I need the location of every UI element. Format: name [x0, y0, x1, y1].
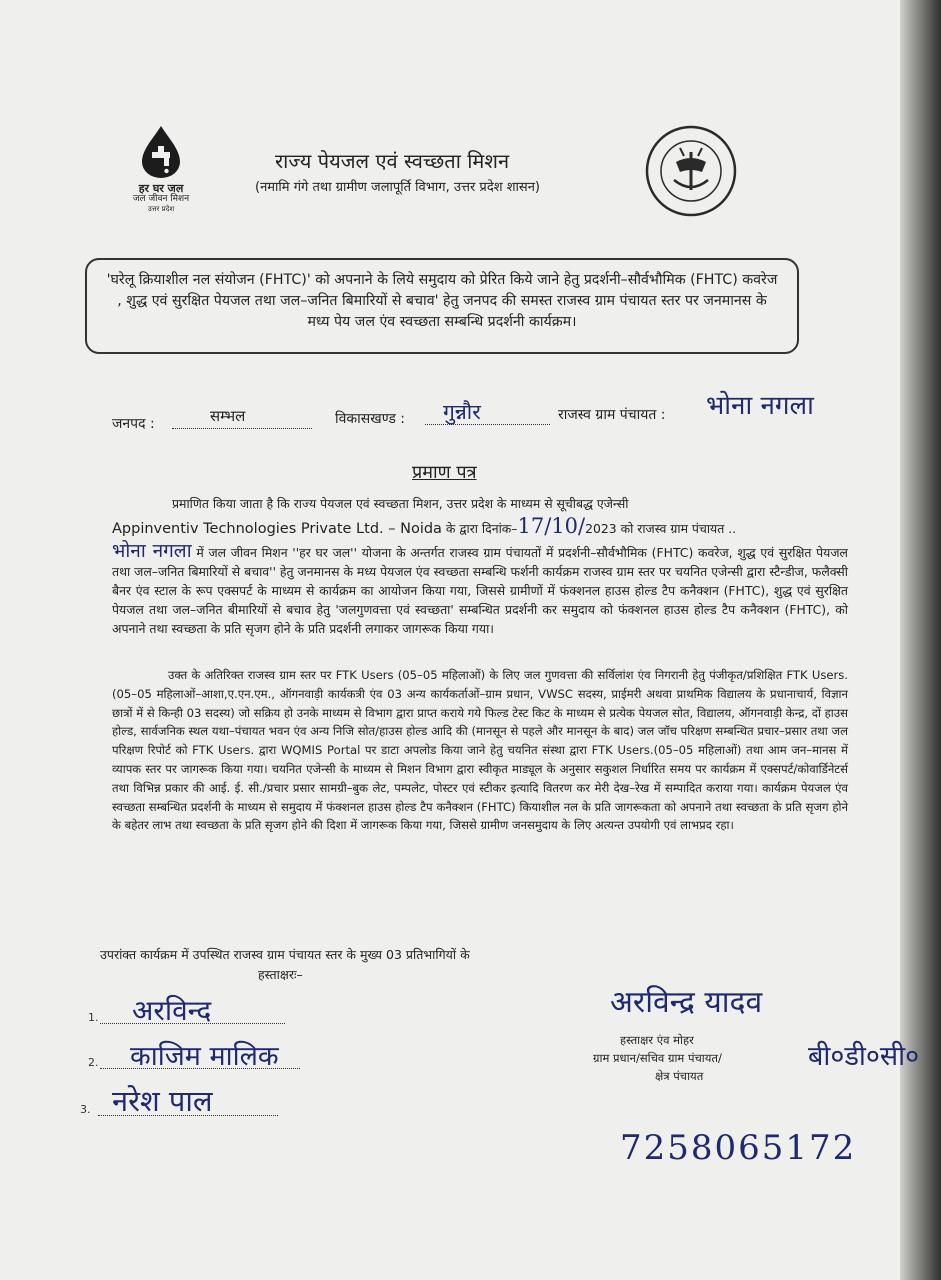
- block-field: [425, 398, 550, 425]
- panchayat-handwritten: भोना नगला: [112, 540, 192, 562]
- panchayat-label: राजस्व ग्राम पंचायत :: [558, 407, 666, 423]
- participant-signature-3: [80, 1084, 300, 1118]
- participant-number: 2.: [88, 1056, 99, 1069]
- panchayat-value: भोना नगला: [706, 391, 814, 421]
- para1-line1: प्रमाणित किया जाता है कि राज्य पेयजल एवं स्वच्छता मिशन, उत्तर प्रदेश के माध्यम से सूचीबद्ध एजेन्सी: [172, 496, 629, 511]
- certificate-paragraph-1: [112, 494, 848, 638]
- certificate-paragraph-2: उक्त के अतिरिक्त राजस्व ग्राम स्तर पर FTK Users (05–05 महिलाओं) के लिए जल गुणवत्ता की सर्विलांश एंव निगरानी हेतु पंजीकृत/प्रशिक्षित FTK Users.(05–05 महिलाओं–आशा,ए.एन.एम., ऑगनवाड़ी कार्यकत्री एंव 03 अन्य कार्यकर्ताओं–ग्राम प्रधान, VWSC सदस्य, प्राईमरी अथवा प्राथमिक विद्यालय के प्रधानाचार्य, विज्ञान छात्रों में से किन्ही 03 सदस्य) जो सक्रिय हो उनके माध्यम से विभाग द्वारा प्राप्त कराये गये फिल्ड टेस्ट किट के माध्यम से प्रत्येक पेयजल सोत, विद्यालय, ऑगनवाड़ी केन्द्र, दों हाउस होल्ड, सार्वजनिक स्थल यथा–पंचायत भवन एंव अन्य निजि सोत/हाउस होल्ड आदि की (मानसून से पहले और मानसून के बाद) जल जॉच परिक्षण सम्बन्धित प्रचार–प्रसार तथा जल परिक्षण रिपोर्ट को FTK Users. द्वारा WQMIS Portal पर डाटा अपलोड किया जाने हेतु चयनित संस्था द्वारा FTK Users.(05–05 महिलाओं) तथा आम जन–मानस में व्यापक स्तर पर जागरूक किया गया। चयनित एजेन्सी के माध्यम से मिशन विभाग द्वारा स्वीकृत माड्यूल के अनुसार सकुशल निर्धारित समय पर कार्यक्रम में एक्सपर्ट/कोवार्डिनेटर्स तथा विभिन्न प्रकार की आई. ई. सी./प्रचार प्रसार सामग्री–बुक लेट, पम्पलेट, पोस्टर एवं स्टीकर इत्यादि वितरण कर मेरी देख–रेख में सम्पादित कराया गया। कार्यक्रम पेयजल एंव स्वच्छता सम्बन्धित प्रदर्शनी के माध्यम से समुदाय में फंक्शनल हाउस होल्ड टैप कनैक्शन (FHTC) कियाशील नल के प्रति जागरूकता को अपनाने तथा स्वच्छता के प्रति सृजग होने के बहेतर लाभ तथा स्वच्छता के प्रति सृजग होने की दिशा में जागरूक किया गया, जिससे ग्रामीण जनसमुदाय के लिए अत्यन्त उपयोगी एवं लाभप्रद रहा।: [112, 668, 848, 833]
- official-line-1: हस्ताक्षर एंव मोहर: [620, 1033, 694, 1047]
- mission-subtitle: (नमामि गंगे तथा ग्रामीण जलापूर्ति विभाग, उत्तर प्रदेश शासन): [255, 180, 540, 195]
- up-government-seal: [644, 124, 738, 218]
- participant-signature-2: [88, 1040, 378, 1070]
- official-seal-handwritten: बी०डी०सी०: [808, 1041, 920, 1072]
- participant-name: नरेश पाल: [112, 1084, 213, 1118]
- har-ghar-jal-logo: [118, 122, 204, 214]
- logo-caption-2: जल जीवन मिशन: [132, 194, 190, 204]
- para1-body: [112, 542, 848, 638]
- official-signature: अरविन्द्र यादव: [610, 985, 763, 1020]
- logo-caption-3: उत्तर प्रदेश: [147, 205, 175, 213]
- block-value: गुन्नौर: [443, 400, 481, 424]
- phone-number: 7258065172: [620, 1128, 857, 1168]
- mission-title: राज्य पेयजल एवं स्वच्छता मिशन: [275, 149, 510, 173]
- participant-number: 1.: [88, 1011, 99, 1024]
- by-date-text: के द्वारा दिनांक–: [445, 521, 518, 536]
- programme-description: 'घरेलू क्रियाशील नल संयोजन (FHTC)' को अपनाने के लिये समुदाय को प्रेरित किये जाने हेतु प्रदर्शनी–सौर्वभौमिक (FHTC) कवरेज , शुद्ध एवं सुरक्षित पेयजल तथा जल–जनित बिमारियों से बचाव' हेतु जनपद की समस्त राजस्व ग्राम पंचायत स्तर पर जनमानस के मध्य पेय जल एंव स्वच्छता सम्बन्धि प्रदर्शनी कार्यक्रम।: [106, 272, 778, 330]
- district-label: जनपद :: [112, 416, 155, 432]
- panchayat-suffix-text: को राजस्व ग्राम पंचायत ..: [620, 521, 737, 536]
- logo-caption-1: हर घर जल: [138, 182, 184, 195]
- signatures-label: हस्ताक्षरः–: [258, 967, 303, 982]
- date-handwritten: 17/10/: [517, 514, 586, 538]
- agency-name: Appinventiv Technologies Private Ltd. – Noida: [112, 521, 442, 537]
- up-emblem-icon: [644, 124, 738, 218]
- district-field: [172, 402, 312, 429]
- participant-name: अरविन्द: [132, 994, 212, 1027]
- block-label: विकासखण्ड :: [335, 411, 406, 427]
- page-stack-edge: [900, 0, 941, 1280]
- official-line-3: क्षेत्र पंचायत: [655, 1069, 704, 1083]
- water-drop-tap-icon: [118, 122, 204, 180]
- para1-line2: [112, 514, 848, 539]
- participant-signature-1: [88, 995, 288, 1025]
- para1-rest: में जल जीवन मिशन ''हर घर जल'' योजना के अन्तर्गत राजस्व ग्राम पंचायतों में प्रदर्शनी–सौर्वभौमिक (FHTC) कवरेज, शुद्ध एवं सुरक्षित पेयजल तथा जल–जनित बिमारियों से बचाव'' हेतु जनमानस के मध्य पेयजल एंव स्वच्छता सम्बन्धि फर्शनी कार्यक्रम राजस्व ग्राम स्तर पर चयनित एजेन्सी द्वारा स्टैन्डीज, फलैक्सी बैनर एंव स्टाल के रूप एक्सपर्ट के माध्यम से कार्यक्रम का आयोजन किया गया, जिससे ग्रामीणों में फंक्शनल हाउस होल्ड टैप कनैक्शन (FHTC), शुद्ध एवं सुरक्षित पेयजल तथा जल–जनित बीमारियों से बचाव हेतु 'जलगुणवत्ता एवं स्वच्छता' सम्बन्धित प्रदर्शनी कर समुदाय को फंक्शनल हाउस होल्ड टैप कनैक्शन (FHTC), को अपनाने तथा स्वच्छता के प्रति सृजग होने के प्रति प्रदर्शनी लगाकर जागरूक किया गया।: [112, 545, 848, 636]
- date-year: 2023: [585, 521, 617, 536]
- programme-description-box: [85, 258, 799, 354]
- participants-intro: उपरांक्त कार्यक्रम में उपस्थित राजस्व ग्राम पंचायत स्तर के मुख्य 03 प्रतिभागियों के: [100, 947, 470, 962]
- participant-number: 3.: [80, 1103, 91, 1116]
- certificate-title: प्रमाण पत्र: [412, 462, 477, 483]
- district-value: सम्भल: [210, 407, 246, 425]
- official-line-2: ग्राम प्रधान/सचिव ग्राम पंचायत/: [593, 1051, 722, 1065]
- participant-name: काजिम मालिक: [130, 1041, 279, 1072]
